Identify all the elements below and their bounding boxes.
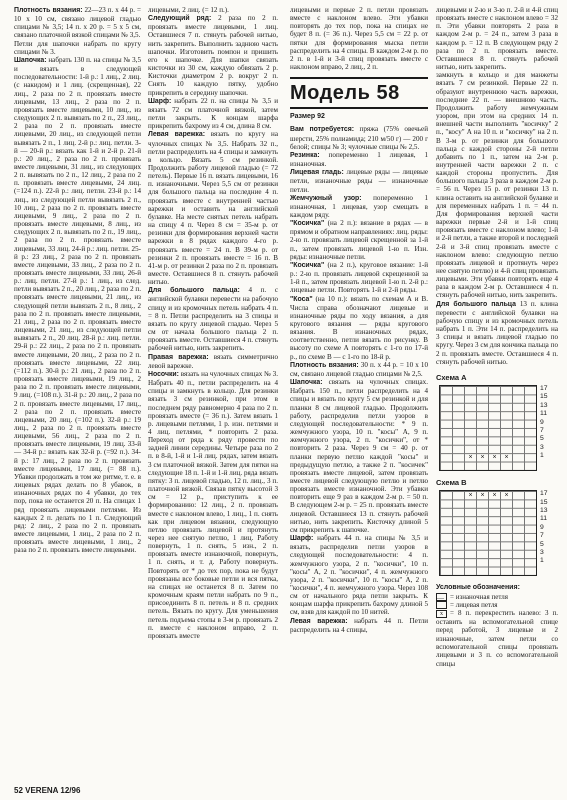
legend-swatch: [436, 601, 447, 609]
paragraph-heading: Носочки:: [148, 370, 179, 378]
cross-symbol: ×: [492, 454, 497, 462]
paragraph-text: (на 10 п.): вязать по схемам А и В. Числа справа обозначают лицевые и изнаночные ряды по ходу вязания, а для кругового вязания — ряды кругового вязания. В изнаночных рядах, соответственно, петли вязать по рисунку. В высоту по схеме А повторять с 1-го по 17-й р., по схеме В — с 1-го по 18-й р.: [290, 294, 428, 361]
paragraph-heading: "Косичка": [290, 261, 325, 269]
paragraph-text: вязать симметрично левой варежке.: [148, 352, 278, 370]
cross-symbol: ×: [492, 492, 497, 500]
scheme-b-grid: [439, 490, 537, 576]
scheme-a-diagram: [436, 385, 558, 471]
row-number: 5: [540, 435, 544, 443]
scheme-a-grid: [439, 385, 537, 471]
paragraph-text: 13 п. клина перевести с английской булавки на рабочую спицу и из кромочных петель набрать 1 п. Эти 14 п. распределить на 3 спицы и вязать лицевой гладью по кругу. Через 3 см для кончика пальца по 2 п. провязать вместе. Оставшиеся 4 п. стянуть рабочей нитью.: [436, 299, 558, 366]
scheme-b-title: Схема В: [436, 478, 467, 488]
text-column-3: [290, 6, 428, 780]
paragraph-heading: Шапочка:: [290, 379, 323, 387]
legend-swatch: —: [436, 593, 447, 601]
paragraph: [290, 295, 428, 361]
paragraph-text: лицевыми и первые 2 п. петли провязать вместе с наклоном влево. Эти убавки повторять до тех пор, пока на спицах не будет 8 п. (= 36 п.). Через 5,5 см = 22 р. от пятки для формирования мыска петли распределить на 4 спицы. В каждом 2-м р. по 2 п. в 1-й и 3-й спиц провязать вместе с наклоном вправо, 2 лиц., 2 п.: [290, 6, 428, 72]
paragraph-heading: Жемчужный узор:: [290, 194, 362, 202]
legend-item: [436, 601, 558, 609]
text-column-2: [148, 6, 278, 780]
scheme-b-row-numbers: [540, 490, 554, 566]
paragraph: [148, 6, 278, 14]
paragraph-text: набрать 22 п. на спицы № 3,5 и вязать 72 см платочной вязкой, затем петли закрыть. К концам шарфа прикрепить бахрому из 4 см, длина 8 см.: [148, 96, 278, 131]
row-number: 11: [540, 515, 548, 523]
text-column-4-body: [436, 6, 558, 366]
paragraph-heading: Плотность вязания:: [290, 361, 359, 369]
row-number: 3: [540, 549, 544, 557]
paragraph: [290, 361, 428, 378]
row-number: 5: [540, 540, 544, 548]
paragraph-text: лицевые ряды — лицевые петли, изнаночные ряды — изнаночные петли.: [290, 168, 428, 194]
paragraph: [148, 353, 278, 370]
paragraph-text: пряжа (75% овечьей шерсти, 25% полиамида; 210 м/50 г) — 200 г белой; спицы № 3; чулочные спицы № 2,5.: [290, 125, 428, 151]
paragraph-heading: Шарф:: [148, 97, 172, 105]
paragraph-heading: Шарф:: [290, 535, 314, 543]
legend-items: [436, 593, 558, 669]
size-label: Размер 92: [290, 113, 325, 121]
paragraph-text: (на 2 п.): вязание в рядах — в прямом и обратном направлениях: лиц. ряды: 2-ю п. провязать лицевой скрещенной за 1-й п., затем провязать лицевой 1-ю п. Изн. ряды: изнаночные петли.: [290, 219, 428, 261]
paragraph: [290, 194, 428, 219]
paragraph-text: 2 раза по 2 п. провязать вместе лицевыми, 1 лиц. Оставшиеся 7 п. стянуть рабочей нитью, нить закрепить. Выполнить заднюю часть шапочки. Изготовить помпон и пришить его к шапочке. Для шапки связать кисточки из 30 см, каждую обвязать 2 р. Кисточки диаметром 2 р. вокруг 2 п. Снять 10 каждую пятку, удобно прикрепить в середину шапочки.: [148, 14, 278, 97]
paragraph: [290, 378, 428, 534]
paragraph-text: Петли для шапочки набрать по кругу спицами № 3.: [14, 39, 141, 56]
paragraph: [290, 261, 428, 295]
paragraph-heading: Шапочка:: [14, 56, 47, 64]
paragraph-heading: "Коса": [290, 295, 313, 303]
paragraph-heading: Следующий ряд:: [148, 15, 212, 23]
scheme-b-diagram: [436, 490, 558, 576]
row-number: 7: [540, 427, 544, 435]
cross-symbol: ×: [468, 454, 473, 462]
paragraph-text: набрать 44 п. на спицы № 3,5 и вязать, распределив петли узоров в следующей последовательности: 4 п. жемчужного узора, 2 п. "косички", 10 п. "косы" А, 2 п. "косички", 4 п. жемчужного узора, 2 п. "косички", 10 п. "косы" А, 2 п. "косички", 4 п. жемчужного узора. Через 108 см от начального ряда петли закрыть. К концам шарфа прикрепить бахрому длиной 5 см, взяв для каждой по 10 нитей.: [290, 534, 428, 617]
paragraph-heading: Вам потребуется:: [290, 126, 355, 134]
row-number: 17: [540, 490, 548, 498]
scheme-a-title: Схема А: [436, 372, 467, 382]
paragraph: [290, 534, 428, 617]
paragraph-heading: Плотность вязания:: [14, 7, 83, 14]
paragraph-heading: Лицевая гладь:: [290, 169, 344, 177]
paragraph-heading: Левая варежка:: [148, 131, 205, 139]
row-number: 1: [540, 557, 544, 565]
text-column-1: [14, 6, 141, 766]
paragraph: [148, 370, 278, 640]
row-number: 15: [540, 498, 548, 506]
paragraph-text: лицевыми и 2-ю и 3-ю п. 2-й и 4-й спиц провязать вместе с наклоном влево = 32 п. Эти убавки повторять 2 раза в каждом 2-м р. = 24 п., затем 3 раза в каждом р. = 12 п. В следующем ряду 2 раза по 2 п. провязать вместе. Оставшиеся 8 п. стянуть рабочей нитью, нить закрепить.: [436, 6, 558, 72]
paragraph-heading: Резинка:: [290, 151, 320, 159]
cross-symbol: ×: [504, 454, 509, 462]
legend-text: = лицевая петля: [450, 601, 498, 609]
paragraph-heading: Для большого пальца: [436, 300, 516, 308]
paragraph: [148, 286, 278, 352]
legend-item: [436, 609, 558, 668]
row-number: 1: [540, 452, 544, 460]
row-number: 17: [540, 385, 548, 393]
row-number: 13: [540, 507, 548, 514]
paragraph-text: вязать по кругу на чулочных спицах № 3,5. Набрать 32 п., петли распределить на 4 спицы и замкнуть в кольцо. Вязать 5 см резинкой. Продолжить работу лицевой гладью (= 72 петель). Первые 16 п. вязать лицевыми, 16 п. изнаночными. Через 5,5 см от резинки для большого пальца на последние 4 п. провязать вместе с внутренней частью варежки и оставить на английской булавке. На месте снятых петель набрать на спицу 4 п. Через 8 см = 35-м р. от резинки для формирования верхней части варежки в 8 рядах каждого 4-го р. провязать вместе = 24 п. В 39-м р. от резинки 2 п. провязать вместе = 16 п. В 41-м р. от резинки 2 раза по 2 п. провязать вместе. Оставшиеся 8 п. стянуть рабочей нитью.: [148, 130, 278, 287]
paragraph-heading: Левая варежка:: [290, 617, 348, 625]
paragraph: [14, 40, 141, 56]
cross-symbol: ×: [504, 492, 509, 500]
row-number: 11: [540, 410, 548, 418]
paragraph-text: лицевыми, 2 лиц. (= 12 п.).: [148, 6, 229, 14]
text-column-3-body: [290, 125, 428, 634]
row-number: 7: [540, 532, 544, 540]
paragraph: [290, 125, 428, 150]
legend-swatch: x: [436, 610, 447, 618]
paragraph-text: 4 п. с английской булавки перевести на рабочую спицу и из кромочных петель набрать 4 п. = 8 п. Петли распределить на 3 спицы и вязать по кругу лицевой гладью. Через 5 см от начала большого пальца 2 п. провязать вместе. Оставшиеся 4 п. стянуть рабочей нитью, нить закрепить.: [148, 286, 278, 353]
legend-item: [436, 593, 558, 601]
paragraph-text: замкнуть в кольцо и для манжеты вязать 7 см резинкой. Первые 22 п. образуют внутреннюю часть варежки, последние 22 п. — внешнюю часть. Продолжить работу жемчужным узором, при этом на средних 14 п. внешней части выполнить "косичку" 2 п., "косу" А на 10 п. и "косичку" на 2 п. В 3-м р. от резинки для большого пальца с каждой стороны 2-й петли добавить по 1 п., затем на 2-м р. внутренней части варежки 2 п. с каждой стороны пропустить. Для большого пальца 3 раза в каждом 2-м р. = 56 п. Через 15 р. от резинки 13 п. клина оставить на английской булавке и для переменных набрать 1 п. = 44 п. Для формирования верхней части варежки первые 2-й и 1-й спиц провязать вместе с наклоном влево; 1-й и 2-й петли, а также второй и последней 2-й и 3-й спиц провязать вместе с наклоном влево: следующую петлю провязать лицевой и протянуть через нее снятую петлю) и 4-й спиц провязать лицевыми. Эти убавки повторять еще 4 раза в каждом 2-м р. Оставшиеся 4 п. стянуть рабочей нитью, нить закрепить.: [436, 71, 558, 300]
row-number: 9: [540, 418, 544, 426]
paragraph: [148, 14, 278, 97]
paragraph-text: набрать 44 п. Петли распределить на 4 спицы,: [290, 616, 428, 634]
row-number: 15: [540, 393, 548, 401]
cross-symbol: ×: [480, 454, 485, 462]
paragraph-text: (на 2 п.), круговое вязание: 1-й р.: 2-ю п. провязать лицевой скрещенной за 1-й п., затем провязать лицевой 1-ю п. 2-й р.: лицевые петли. Повторять 1-й и 2-й ряды.: [290, 260, 428, 295]
paragraph-heading: Для большого пальца:: [148, 287, 240, 295]
paragraph: [14, 56, 141, 555]
paragraph: [148, 97, 278, 131]
paragraph-heading: "Косичка": [290, 220, 325, 228]
legend-title: Условные обозначения:: [436, 584, 520, 592]
paragraph-heading: Правая варежка:: [148, 353, 209, 361]
paragraph: [290, 151, 428, 168]
text-column-3-top: [290, 6, 428, 71]
row-number: 13: [540, 401, 548, 409]
paragraph: [148, 130, 278, 286]
paragraph-text: 30 п. х 44 р. = 10 х 10 см, связано лицевой гладью спицами № 2,5.: [290, 360, 428, 378]
row-number: 9: [540, 523, 544, 531]
legend-text: = 8 п. перекрестить налево: 3 п. оставить на вспомогательной спице перед работой, 3 лицевые и 2 изнаночные, затем петли со вспомогательной спицы провязать лицевыми и 3 п. со вспомогательной спицы: [436, 609, 558, 668]
paragraph-text: попеременно 1 изнаночная, 1 лицевая, узор смещать в каждом ряду.: [290, 193, 428, 219]
paragraph-text: набрать 130 п. на спицы № 3,5 и вязать в следующей последовательности: 1-й р.: 1 лиц., 2 лиц. (с накидом) и 1 лиц. (скрещенная), 22 лиц., 2 раза по 2 п. провязать вместе лицевыми, 13 лиц., 2 раза по 2 п. провязать вместе лицевыми, 10 лиц., из следующих 2 п. вывязать по 2 п., 23 лиц., 2 раза по 2 п. провязать вместе лицевыми, 20 лиц., из следующей петли вывязать 2 п., 1 лиц. 2-й р.: лиц. петли. 3-й — 20-й р.: вязать как 1-й и 2-й р. 21-й р.: 20 лиц., 2 раза по 2 п. провязать вместе лицевыми, 31 лиц., из следующих 2 п. вывязать по 2 п., 12 лиц., 2 раза по 2 п. провязать вместе лицевыми, 24 лиц. (=124 п.). 22-й р.: лиц. петли. 23-й р.: 14 лиц., из следующей петли вывязать 2 п., 10 лиц., 2 раза по 2 п. провязать вместе лицевыми, 9 лиц., 2 раза по 2 п. провязать вместе лицевыми, 8 лиц., из следующих 2 п. вывязать по 2 п., 19 лиц., 2 раза по 2 п. провязать вместе лицевыми, 33 лиц. 24-й р.: лиц. петли. 25-й р.: 23 лиц., 2 раза по 2 п. провязать вместе лицевыми, 33 лиц., 2 раза по 2 п. провязать вместе лицевыми, 33 лиц. 26-й р.: лиц. петли. 27-й р.: 1 лиц., из след. петли вывязать 2 п., 20 лиц., 2 раза по 2 п. провязать вместе лицевыми, 21 лиц., из следующей петли вывязать 2 п., 8 лиц., 2 раза по 2 п. провязать вместе лицевыми, 21 лиц., 2 раза по 2 п. провязать вместе лицевыми, 21 лиц., из следующей петли вывязать 2 п., 20 лиц. 28-й р.: лиц. петли. 29-й р.: 22 лиц., 2 раза по 2 п. провязать вместе лицевыми, 20 лиц., 2 раза по 2 п. провязать вместе лицевыми, 22 лиц. (=112 п.). 30-й р.: 21 лиц., 2 раза по 2 п. провязать вместе лицевыми, 19 лиц., 2 раза по 2 п. провязать вместе лицевыми, 9 лиц. (=108 п.). 31-й р.: 20 лиц., 2 раза по 2 п. провязать вместе лицевыми, 17 лиц., 2 раза по 2 п. провязать вместе лицевыми, 20 лиц. (=102 п.). 32-й р.: 19 лиц., 2 раза по 2 п. провязать вместе лицевыми, 56 лиц., 2 раза по 2 п. провязать вместе лицевыми, 19 лиц. 33-й — 34-й р.: вязать как 32-й р. (=92 п.). 34-й р.: 17 лиц., 2 раза по 2 п. провязать вместе лицевыми, 17 лиц. (= 88 п.). Убавки продолжать в том же ритме, т. е. в лицевых рядах делать по 8 убавок, в изнаночных рядах по 4 убавки, до тех пор, пока не останется 20 п. На спицах 1 ряд провязать лицевыми петлями. Из каждых 2 п. делать по 1 п. Следующий ряд: 2 лиц., 2 раза по 2 п. провязать вместе лицевыми, 1 лиц., 2 раза по 2 п. провязать вместе лицевыми, 1 лиц., 2 раза по 2 п. провязать вместе лицевыми.: [14, 55, 141, 555]
paragraph-text: попеременно 1 лицевая, 1 изнаночная.: [290, 150, 428, 169]
paragraph: [436, 6, 558, 71]
model-title: Модель 58: [290, 77, 428, 109]
paragraph: [290, 168, 428, 193]
cross-symbol: ×: [468, 492, 473, 500]
paragraph: [436, 300, 558, 366]
paragraph: [290, 6, 428, 71]
paragraph-text: вязать на чулочных спицах № 3. Набрать 40 п., петли распределить на 4 спицы и замкнуть в кольцо. Для резинки вязать 3 см резинкой, при этом в последнем ряду равномерно 4 раза по 2 п. провязать вместе (= 36 п.). Затем вязать 1 р. лицевыми петлями, 1 р. изн. петлями и 4 лиц. петлями, * повторить 2 раза. Переход от ряда к ряду провести по задней линии середины. Четыре раза по 2 п. в 8-й, 1-й и 1-й лиц. рядах, затем вязать 3 см платочной вязкой. Затем для пятки на следующие 18 п. 1-й и 1-й лиц. ряда вязать пятку: 3 п. лицевой гладью, 12 п. лиц., 3 п. платочной вязкой. Связав пятку высотой 3 см = 12 р., приступить к ее формированию: 12 лиц., 2 п. провязать вместе с наклоном влево, 1 лиц., 1 п. снять как при лицевом вязании, следующую петлю провязать лицевой и протянуть через нее снятую петлю, 1 лиц. Работу повернуть, 1 п. снять, 5 изн., 2 п. провязать вместе изнаночной, повернуть, 1 п. снять, и т. д. Работу повернуть. Повторять от * до тех пор, пока не будут провязаны все боковые петли и вся пятка, на спицах не останется 8 п. Затем по кромочным краям петли набрать по 9 п., присоединить 8 п. петель и 8 п. средних петель. Вязать по кругу. Для уменьшения петель подъема стопы в 3-м р. провязать 2 п. вместе с наклоном вправо, 2 п. провязать вместе: [148, 369, 278, 640]
legend-text: = изнаночная петля: [450, 592, 508, 601]
legend: [436, 584, 558, 668]
cross-symbol: ×: [480, 492, 485, 500]
paragraph: [290, 617, 428, 634]
paragraph: [436, 71, 558, 299]
paragraph-text: 22—23 п. х 44 р. = 10 х 10 см, связано лицевой гладью спицами № 3,5; 14 п. х 20 р. = 5 х 5 см, связано платочной вязкой спицами № 3,5.: [14, 6, 141, 40]
paragraph-text: связать на чулочных спицах. Набрать 150 п., петли распределить на 4 спицы и вязать по кругу 5 см резинкой и для планки 8 см лицевой гладью. Продолжить работу, распределив петли узоров в следующей последовательности: * 9 п. жемчужного узора, 10 п. "косы" А, 9 п. жемчужного узора, 2 п. "косички", от * повторить 2 раза. Через 9 см = 40 р. от планки первую петлю каждой "косы" и предыдущую петлю, а также 2 п. "косичек" провязать вместе лицевой, затем провязать вместе лицевой следующую петлю и петлю провязать вместе изнаночной. Эти убавки повторить еще 9 раз в каждом 2-м р. = 50 п. В следующем 2-м р. = 25 п. провязать вместе лицевой. Оставшиеся 13 п. стянуть рабочей нитью, нить закрепить. Кисточку длиной 5 см прикрепить к шапочке.: [290, 378, 428, 534]
row-number: 3: [540, 443, 544, 451]
paragraph: [290, 219, 428, 261]
paragraph: [14, 6, 141, 40]
scheme-a-row-numbers: [540, 385, 554, 461]
text-column-4: [436, 6, 558, 780]
page-footer: 52 VERENA 12/96: [14, 786, 81, 795]
